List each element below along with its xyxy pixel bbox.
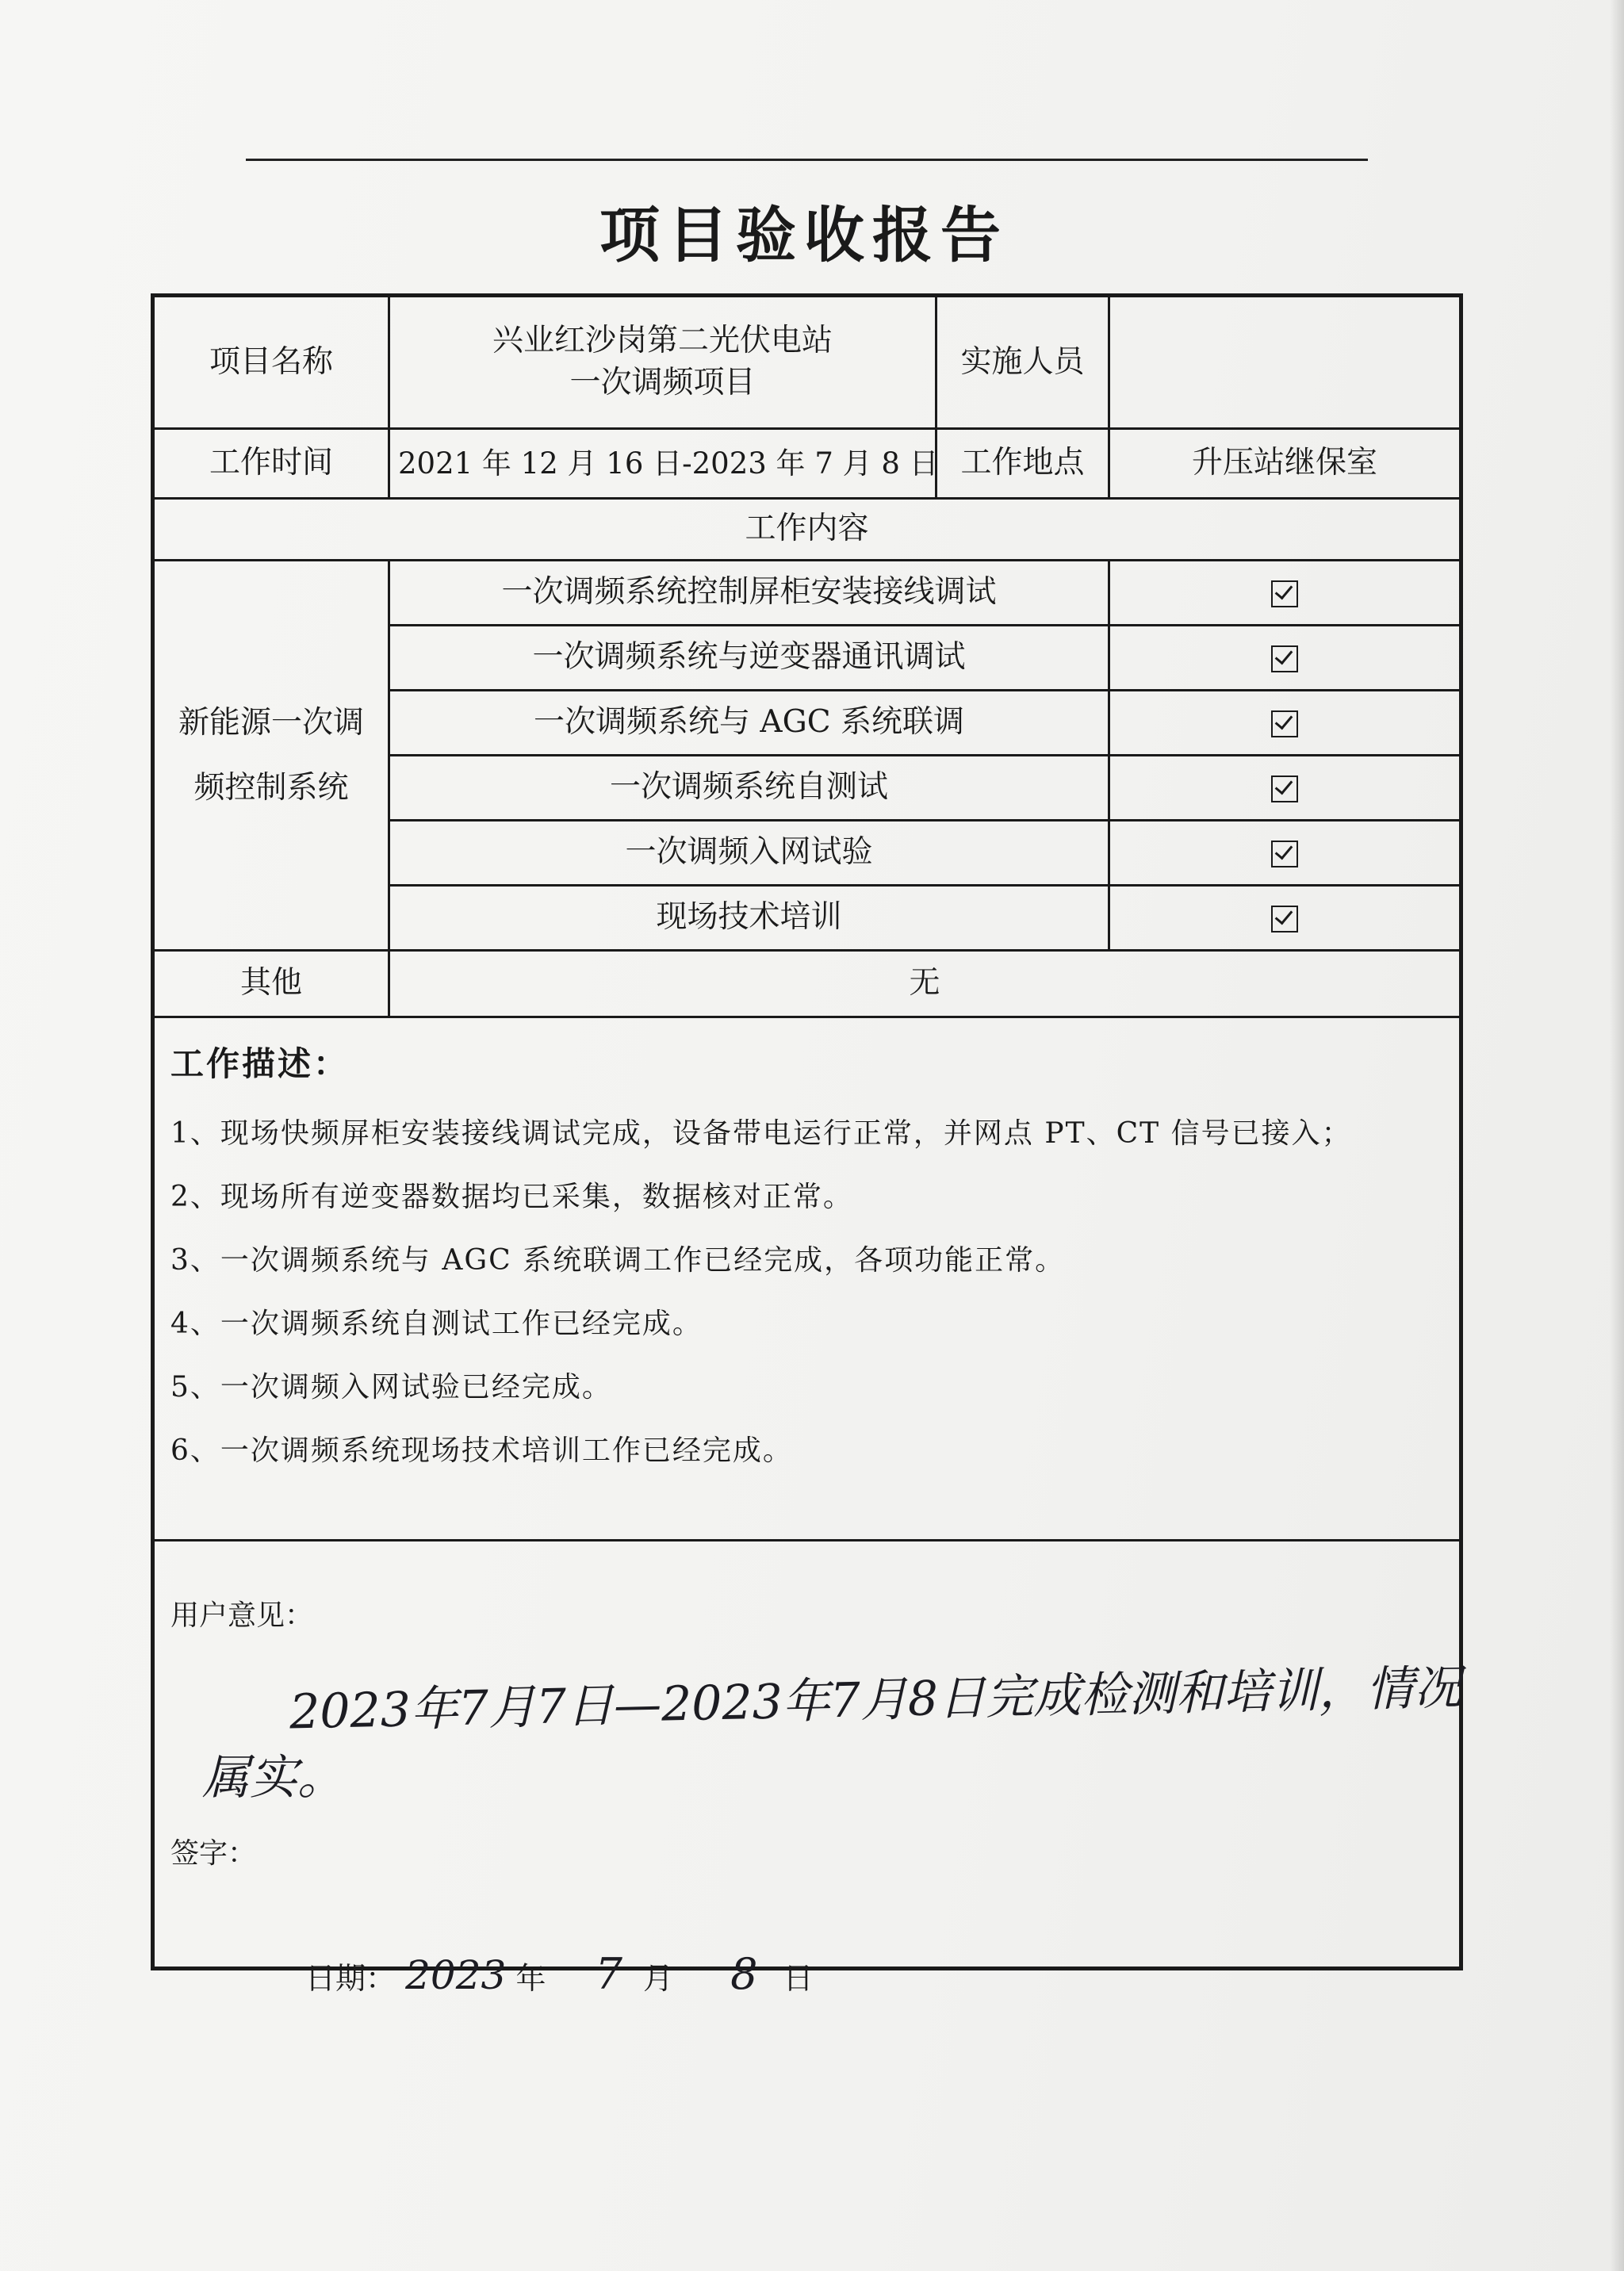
value-work-place: 升压站继保室 xyxy=(1109,429,1461,499)
label-work-content: 工作内容 xyxy=(153,499,1461,561)
work-item-label: 一次调频系统与逆变器通讯调试 xyxy=(389,626,1109,691)
signature-label: 签字： xyxy=(170,1837,257,1870)
row-work-content-header xyxy=(153,499,1461,561)
label-other: 其他 xyxy=(153,951,389,1017)
work-item-status xyxy=(1109,756,1461,821)
work-item-label: 一次调频系统与 AGC 系统联调 xyxy=(389,691,1109,756)
value-work-time: 2021 年 12 月 16 日-2023 年 7 月 8 日 xyxy=(389,429,936,499)
work-item-label: 一次调频系统控制屏柜安装接线调试 xyxy=(389,561,1109,626)
handwritten-opinion-line2: 属实。 xyxy=(202,1750,345,1806)
page-edge-shadow xyxy=(1610,0,1624,2271)
description-item: 6、一次调频系统现场技术培训工作已经完成。 xyxy=(170,1434,793,1467)
date-unit-month: 月 xyxy=(643,1961,674,1996)
description-item: 5、一次调频入网试验已经完成。 xyxy=(170,1371,612,1404)
user-opinion-label: 用户意见： xyxy=(170,1599,314,1632)
system-label-line2: 频控制系统 xyxy=(193,769,349,806)
checkbox-checked-icon xyxy=(1271,580,1298,607)
work-item-status xyxy=(1109,626,1461,691)
date-unit-year: 年 xyxy=(515,1961,546,1996)
handwritten-month: 7 xyxy=(595,1949,622,1999)
project-name-line1: 兴业红沙岗第二光伏电站 xyxy=(492,323,833,359)
work-description-section xyxy=(153,1017,1461,1541)
date-row xyxy=(305,1946,814,2004)
handwritten-day: 8 xyxy=(730,1949,758,1999)
description-item: 1、现场快频屏柜安装接线调试完成，设备带电运行正常，并网点 PT、CT 信号已接入； xyxy=(170,1117,1352,1150)
label-work-place: 工作地点 xyxy=(936,429,1109,499)
system-label-line1: 新能源一次调 xyxy=(178,704,364,741)
description-item: 3、一次调频系统与 AGC 系统联调工作已经完成，各项功能正常。 xyxy=(170,1244,1066,1277)
checkbox-checked-icon xyxy=(1271,841,1298,867)
checkbox-checked-icon xyxy=(1271,906,1298,933)
value-implementer xyxy=(1109,296,1461,429)
row-user-opinion xyxy=(153,1541,1461,1969)
checkbox-checked-icon xyxy=(1271,645,1298,672)
row-project-info xyxy=(153,296,1461,429)
work-item-label: 一次调频系统自测试 xyxy=(389,756,1109,821)
date-label: 日期： xyxy=(305,1961,396,1996)
work-item-row xyxy=(153,561,1461,626)
description-item: 4、一次调频系统自测试工作已经完成。 xyxy=(170,1308,703,1340)
label-project-name: 项目名称 xyxy=(153,296,389,429)
checkbox-checked-icon xyxy=(1271,710,1298,737)
work-item-status xyxy=(1109,691,1461,756)
handwritten-year: 2023 xyxy=(405,1952,507,1998)
row-work-description xyxy=(153,1017,1461,1541)
row-time-place xyxy=(153,429,1461,499)
description-item: 2、现场所有逆变器数据均已采集，数据核对正常。 xyxy=(170,1181,853,1213)
work-item-status xyxy=(1109,821,1461,886)
handwritten-opinion-line1: 2023年7月7日—2023年7月8日完成检测和培训，情况 xyxy=(289,1660,1462,1741)
row-other xyxy=(153,951,1461,1017)
label-system xyxy=(153,561,389,951)
checkbox-checked-icon xyxy=(1271,776,1298,802)
work-item-label: 一次调频入网试验 xyxy=(389,821,1109,886)
label-work-time: 工作时间 xyxy=(153,429,389,499)
document-title: 项目验收报告 xyxy=(599,200,1009,270)
work-item-status xyxy=(1109,561,1461,626)
label-implementer: 实施人员 xyxy=(936,296,1109,429)
value-other: 无 xyxy=(389,951,1461,1017)
date-unit-day: 日 xyxy=(783,1961,814,1996)
user-opinion-section xyxy=(153,1541,1462,1999)
acceptance-report-table xyxy=(151,293,1463,1999)
value-project-name xyxy=(389,296,936,429)
header-rule xyxy=(246,159,1368,161)
work-item-label: 现场技术培训 xyxy=(389,886,1109,951)
work-item-status xyxy=(1109,886,1461,951)
project-name-line2: 一次调频项目 xyxy=(569,365,756,400)
work-description-heading: 工作描述： xyxy=(170,1044,350,1083)
